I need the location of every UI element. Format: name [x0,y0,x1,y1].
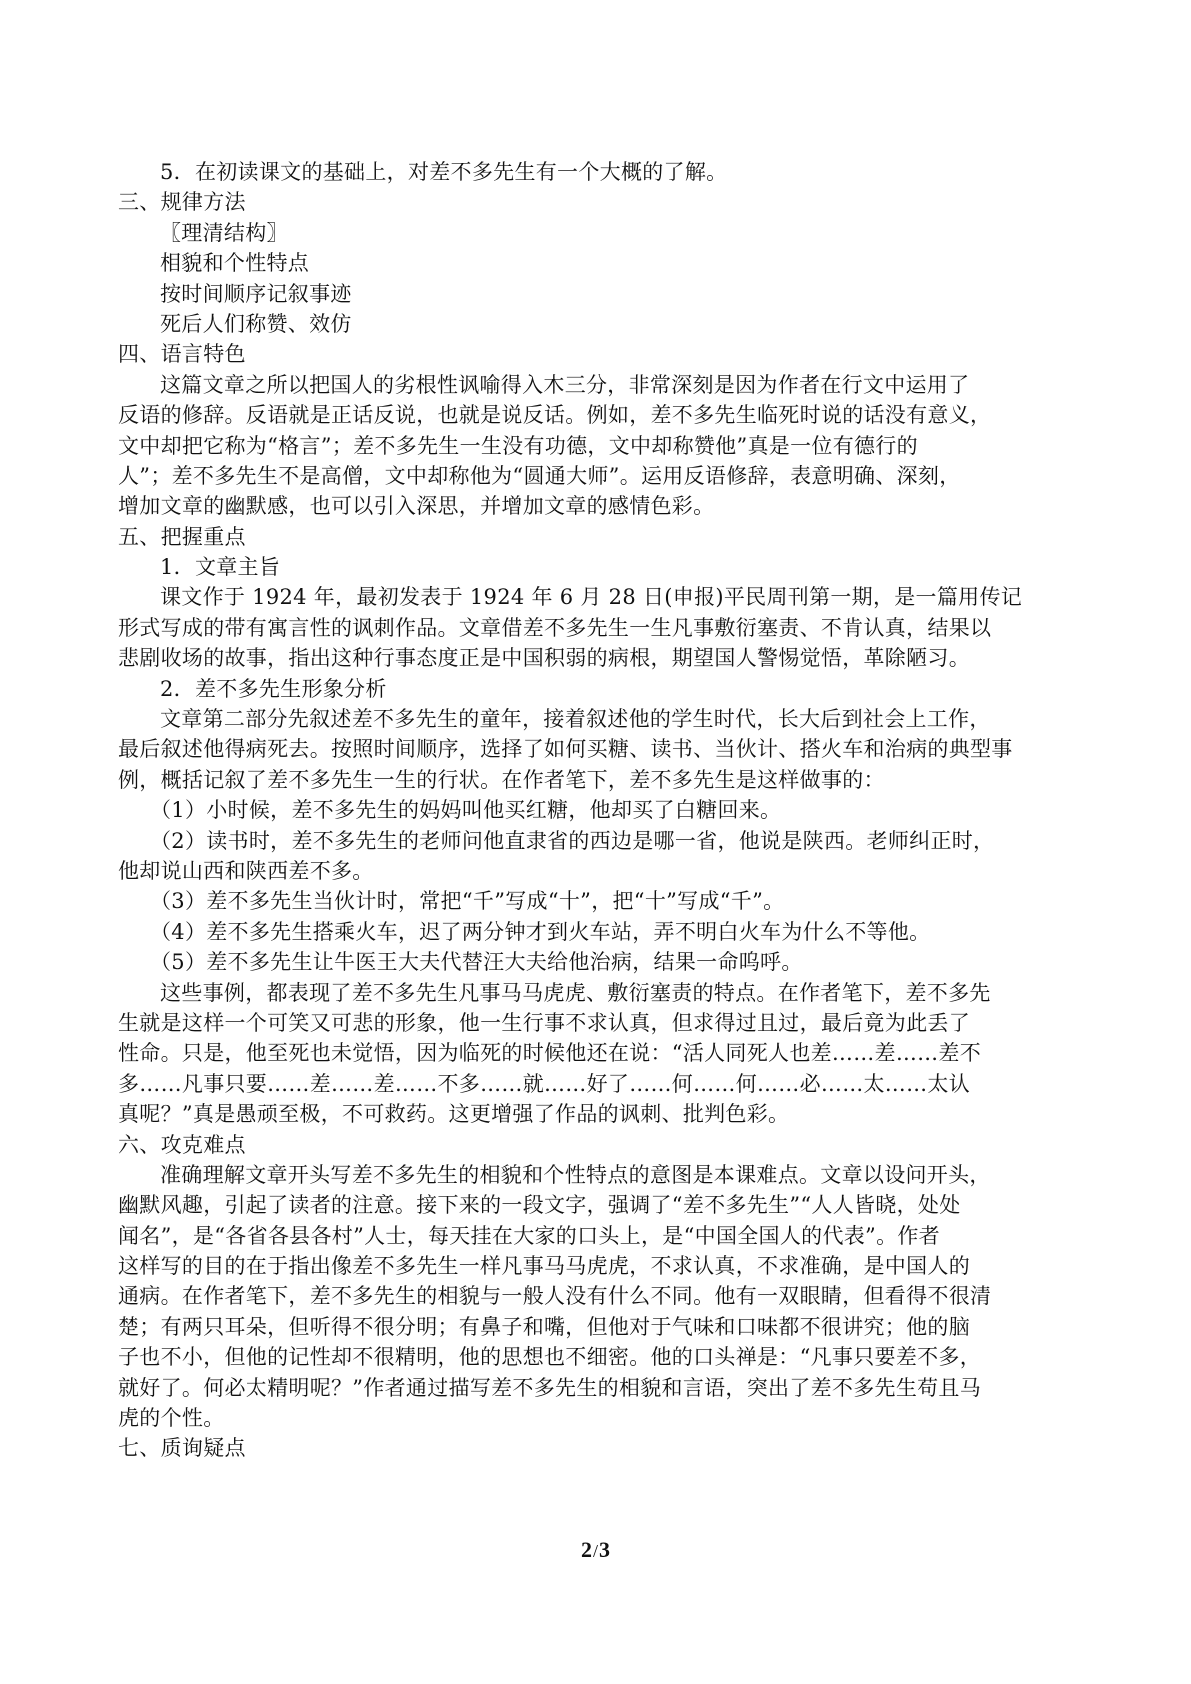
text-line: 虎的个性。 [118,1406,225,1431]
page-total: 3 [599,1537,610,1562]
text-line: 楚；有两只耳朵，但听得不很分明；有鼻子和嘴，但他对于气味和口味都不很讲究；他的脑 [118,1314,970,1339]
text-line: 5．在初读课文的基础上，对差不多先生有一个大概的了解。 [160,160,728,184]
text-line: 例，概括记叙了差不多先生一生的行状。在作者笔下，差不多先生是这样做事的： [118,767,885,792]
text-line: 幽默风趣，引起了读者的注意。接下来的一段文字，强调了“差不多先生”“人人皆晓，处处 [118,1193,961,1218]
text-line: 形式写成的带有寓言性的讽刺作品。文章借差不多先生一生凡事敷衍塞责、不肯认真，结果以 [118,615,992,640]
text-line: 他却说山西和陕西差不多。 [118,858,374,883]
text-line: 课文作于 1924 年，最初发表于 1924 年 6 月 28 日(申报)平民周刊第一期，是一篇用传记 [160,585,1023,610]
text-line: （4）差不多先生搭乘火车，迟了两分钟才到火车站，弄不明白火车为什么不等他。 [150,919,931,944]
text-line: 子也不小，但他的记性却不很精明，他的思想也不细密。他的口头禅是：“凡事只要差不多， [118,1345,982,1370]
text-line: （3）差不多先生当伙计时，常把“千”写成“十”，把“十”写成“千”。 [150,889,785,914]
text-line: 生就是这样一个可笑又可悲的形象，他一生行事不求认真，但求得过且过，最后竟为此丢了 [118,1010,970,1035]
text-line: 人”；差不多先生不是高僧，文中却称他为“圆通大师”。运用反语修辞，表意明确、深刻， [118,463,961,488]
text-line: 文中却把它称为“格言”；差不多先生一生没有功德，文中却称赞他”真是一位有德行的 [118,433,918,458]
text-line: 就好了。何必太精明呢？”作者通过描写差不多先生的相貌和言语，突出了差不多先生苟且马 [118,1375,982,1400]
text-line: 多……凡事只要……差……差……不多……就……好了……何……何……必……太……太认 [118,1071,970,1096]
text-line: 闻名”，是“各省各县各村”人士，每天挂在大家的口头上，是“中国全国人的代表”。作者 [118,1223,940,1248]
text-line: 文章第二部分先叙述差不多先生的童年，接着叙述他的学生时代，长大后到社会上工作， [160,707,991,732]
text-line: 〖理清结构〗 [160,220,288,245]
document-body [118,157,1078,1464]
text-line: 1．文章主旨 [160,555,281,580]
text-line: 通病。在作者笔下，差不多先生的相貌与一般人没有什么不同。他有一双眼睛，但看得不很清 [118,1284,992,1309]
text-line: 最后叙述他得病死去。按照时间顺序，选择了如何买糖、读书、当伙计、搭火车和治病的典型事 [118,737,1013,762]
text-line: 性命。只是，他至死也未觉悟，因为临死的时候他还在说：“活人同死人也差……差……差不 [118,1041,982,1066]
section-heading: 四、语言特色 [118,342,246,367]
text-line: 悲剧收场的故事，指出这种行事态度正是中国积弱的病根，期望国人警惕觉悟，革除陋习。 [118,646,970,671]
text-line: 反语的修辞。反语就是正话反说，也就是说反话。例如，差不多先生临死时说的话没有意义， [118,403,992,428]
section-heading: 五、把握重点 [118,524,246,549]
page-separator: / [592,1541,598,1561]
text-line: （2）读书时，差不多先生的老师问他直隶省的西边是哪一省，他说是陕西。老师纠正时， [150,828,995,853]
page-current: 2 [580,1537,592,1562]
text-line: 相貌和个性特点 [160,251,310,276]
text-line: 按时间顺序记叙事迹 [160,281,352,306]
text-line: 死后人们称赞、效仿 [160,311,352,336]
page-number [0,1537,1191,1563]
section-heading: 六、攻克难点 [118,1132,246,1157]
text-line: 增加文章的幽默感，也可以引入深思，并增加文章的感情色彩。 [118,494,715,519]
text-line: 真呢？”真是愚顽至极，不可救药。这更增强了作品的讽刺、批判色彩。 [118,1102,790,1127]
text-line: （5）差不多先生让牛医王大夫代替汪大夫给他治病，结果一命呜呼。 [150,950,803,975]
text-line: 2．差不多先生形象分析 [160,676,387,701]
section-heading: 七、质询疑点 [118,1436,246,1461]
text-line: （1）小时候，差不多先生的妈妈叫他买红糖，他却买了白糖回来。 [150,798,782,823]
text-line: 准确理解文章开头写差不多先生的相貌和个性特点的意图是本课难点。文章以设问开头， [160,1162,991,1187]
section-heading: 三、规律方法 [118,190,246,215]
text-line: 这篇文章之所以把国人的劣根性讽喻得入木三分，非常深刻是因为作者在行文中运用了 [160,372,970,397]
text-line: 这些事例，都表现了差不多先生凡事马马虎虎、敷衍塞责的特点。在作者笔下，差不多先 [160,980,991,1005]
text-line: 这样写的目的在于指出像差不多先生一样凡事马马虎虎，不求认真，不求准确，是中国人的 [118,1254,970,1279]
